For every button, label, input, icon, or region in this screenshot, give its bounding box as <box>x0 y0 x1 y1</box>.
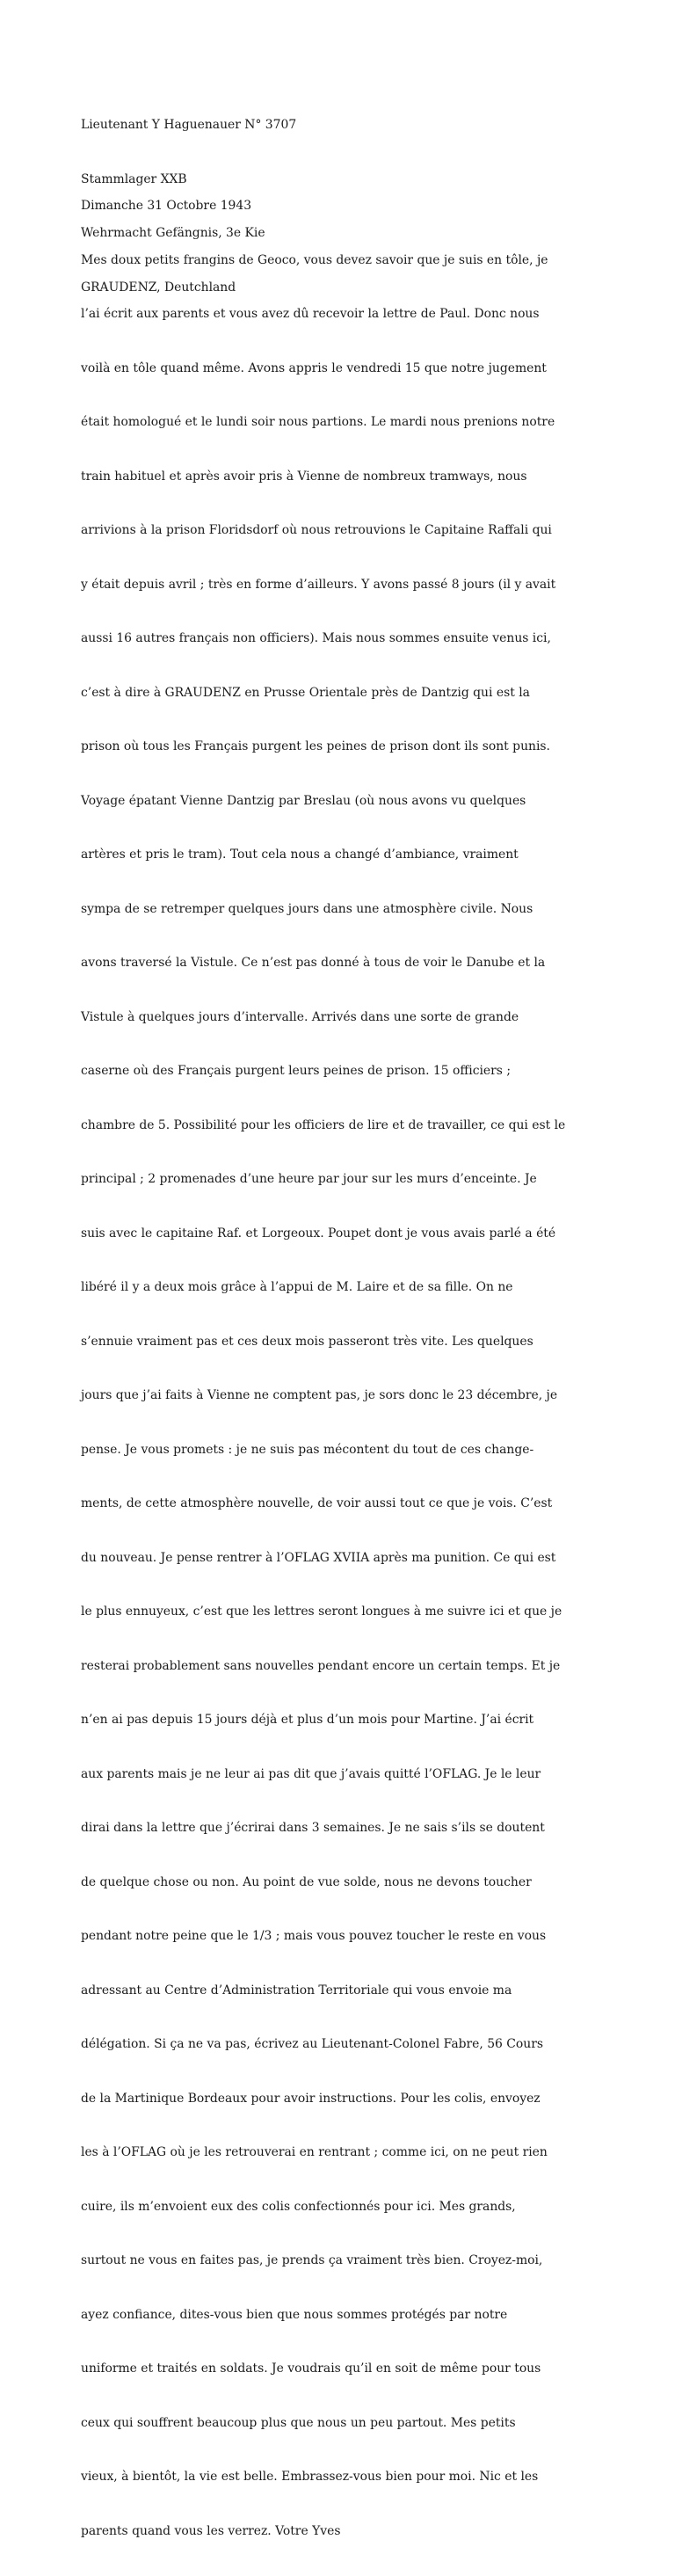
letter-line: artères et pris le tram). Tout cela nous a changé d’ambiance, vraiment <box>81 848 519 862</box>
letter-line: Mes doux petits frangins de Geoco, vous devez savoir que je suis en tôle, je <box>81 252 548 267</box>
letter-line: y était depuis avril ; très en forme d’ailleurs. Y avons passé 8 jours (il y avait <box>81 577 556 592</box>
letter-line: caserne où des Français purgent leurs peines de prison. 15 officiers ; <box>81 1064 512 1078</box>
letter-line: voilà en tôle quand même. Avons appris le vendredi 15 que notre jugement <box>81 360 547 375</box>
letter-line: resterai probablement sans nouvelles pendant encore un certain temps. Et je <box>81 1658 561 1673</box>
letter-line: de quelque chose ou non. Au point de vue solde, nous ne devons toucher <box>81 1874 532 1889</box>
letter-line: prison où tous les Français purgent les peines de prison dont ils sont punis. <box>81 739 550 753</box>
letter-body <box>81 161 608 2576</box>
letter-line: sympa de se retremper quelques jours dans une atmosphère civile. Nous <box>81 901 533 916</box>
letter-line: l’ai écrit aux parents et vous avez dû recevoir la lettre de Paul. Donc nous <box>81 307 540 321</box>
letter-line: pendant notre peine que le 1/3 ; mais vous pouvez toucher le reste en vous <box>81 1929 547 1943</box>
letter-line: pense. Je vous promets : je ne suis pas mécontent du tout de ces change- <box>81 1442 534 1457</box>
letter-line: chambre de 5. Possibilité pour les officiers de lire et de travailler, ce qui est le <box>81 1117 566 1132</box>
letter-line: ments, de cette atmosphère nouvelle, de voir aussi tout ce que je vois. C’est <box>81 1496 553 1510</box>
letter-line: avons traversé la Vistule. Ce n’est pas donné à tous de voir le Danube et la <box>81 956 546 970</box>
letter-line: les à l’OFLAG où je les retrouverai en rentrant ; comme ici, on ne peut rien <box>81 2145 548 2159</box>
letter-line: était homologué et le lundi soir nous partions. Le mardi nous prenions notre <box>81 415 555 429</box>
letter-line: du nouveau. Je pense rentrer à l’OFLAG XVIIA après ma punition. Ce qui est <box>81 1550 556 1565</box>
address-line: GRAUDENZ, Deutchland <box>81 280 236 295</box>
letter-line: ceux qui souffrent beaucoup plus que nous un peu partout. Mes petits <box>81 2415 516 2430</box>
letter-line: délégation. Si ça ne va pas, écrivez au Lieutenant-Colonel Fabre, 56 Cours <box>81 2037 544 2051</box>
letter-line: Voyage épatant Vienne Dantzig par Breslau (où nous avons vu quelques <box>81 793 526 808</box>
address-line: Wehrmacht Gefängnis, 3e Kie <box>81 226 265 240</box>
address-line: Lieutenant Y Haguenauer N° 3707 <box>81 118 297 132</box>
letter-line: train habituel et après avoir pris à Vienne de nombreux tramways, nous <box>81 469 527 484</box>
letter-line: Vistule à quelques jours d’intervalle. Arrivés dans une sorte de grande <box>81 1009 519 1024</box>
letter-line: le plus ennuyeux, c’est que les lettres seront longues à me suivre ici et que je <box>81 1605 562 1619</box>
letter-line: s’ennuie vraiment pas et ces deux mois passeront très vite. Les quelques <box>81 1334 533 1349</box>
letter-line: aux parents mais je ne leur ai pas dit que j’avais quitté l’OFLAG. Je le leur <box>81 1766 541 1781</box>
letter-line: suis avec le capitaine Raf. et Lorgeoux. Poupet dont je vous avais parlé a été <box>81 1226 556 1241</box>
letter-line: n’en ai pas depuis 15 jours déjà et plus d’un mois pour Martine. J’ai écrit <box>81 1713 534 1727</box>
letter-date: Dimanche 31 Octobre 1943 <box>81 199 252 213</box>
letter-signature-line: parents quand vous les verrez. Votre Yves <box>81 2523 341 2538</box>
letter-line: vieux, à bientôt, la vie est belle. Embrassez-vous bien pour moi. Nic et les <box>81 2470 539 2484</box>
letter-line: jours que j’ai faits à Vienne ne comptent pas, je sors donc le 23 décembre, je <box>81 1388 558 1402</box>
letter-line: aussi 16 autres français non officiers). Mais nous sommes ensuite venus ici, <box>81 631 551 645</box>
letter-line: adressant au Centre d’Administration Territoriale qui vous envoie ma <box>81 1983 512 1997</box>
letter-line: uniforme et traités en soldats. Je voudrais qu’il en soit de même pour tous <box>81 2361 541 2376</box>
letter-line: principal ; 2 promenades d’une heure par jour sur les murs d’enceinte. Je <box>81 1172 537 1186</box>
letter-line: libéré il y a deux mois grâce à l’appui de M. Laire et de sa fille. On ne <box>81 1280 513 1294</box>
letter-line: arrivions à la prison Floridsdorf où nous retrouvions le Capitaine Raffali qui <box>81 523 552 537</box>
letter-line: c’est à dire à GRAUDENZ en Prusse Orientale près de Dantzig qui est la <box>81 685 530 700</box>
address-line: Stammlager XXB <box>81 171 187 186</box>
letter-line: ayez confiance, dites-vous bien que nous sommes protégés par notre <box>81 2307 508 2322</box>
letter-line: de la Martinique Bordeaux pour avoir instructions. Pour les colis, envoyez <box>81 2091 541 2106</box>
letter-line: dirai dans la lettre que j’écrirai dans 3 semaines. Je ne sais s’ils se doutent <box>81 1821 545 1835</box>
letter-line: surtout ne vous en faites pas, je prends ça vraiment très bien. Croyez-moi, <box>81 2253 543 2267</box>
letter-line: cuire, ils m’envoient eux des colis confectionnés pour ici. Mes grands, <box>81 2199 516 2214</box>
